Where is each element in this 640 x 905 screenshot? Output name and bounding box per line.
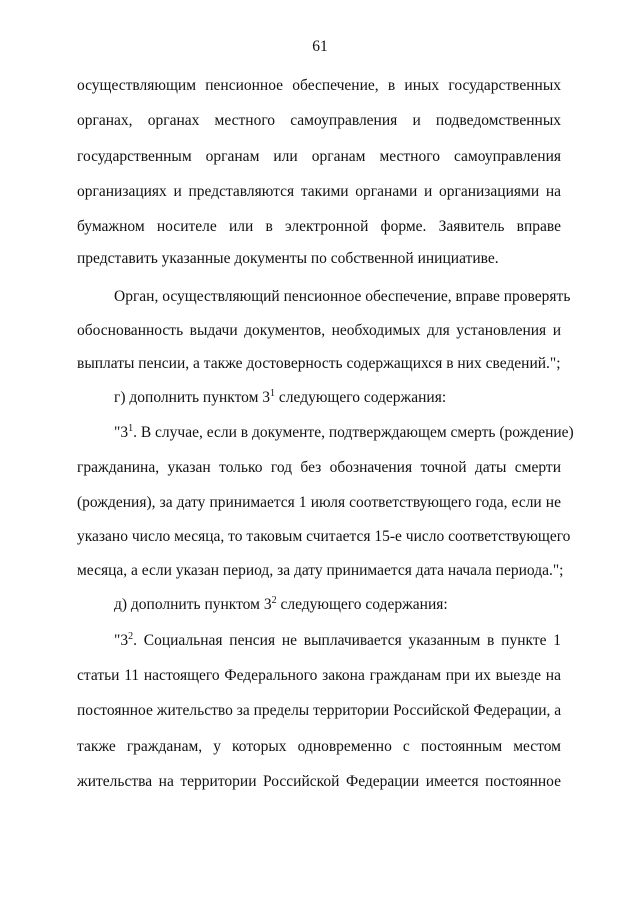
text-line: бумажном носителе или в электронной форме. Заявитель вправе	[77, 218, 561, 235]
text-line: постоянное жительство за пределы территории Российской Федерации, а	[77, 702, 562, 719]
text-line: жительства на территории Российской Федерации имеется постоянное	[77, 773, 561, 790]
text-line-with-superscript	[114, 388, 561, 408]
page-number: 61	[312, 38, 328, 55]
text-line: осуществляющим пенсионное обеспечение, в иных государственных	[77, 77, 561, 94]
text-segment: д) дополнить пунктом 3	[114, 596, 272, 613]
superscript: 1	[270, 388, 276, 399]
text-line: выплаты пенсии, а также достоверность содержащихся в них сведений.";	[77, 355, 561, 372]
text-line-with-superscript	[114, 595, 561, 615]
text-line: гражданина, указан только год без обозначения точной даты смерти	[77, 459, 561, 476]
text-segment: г) дополнить пунктом 3	[114, 389, 271, 406]
text-line: органах, органах местного самоуправления и подведомственных	[77, 112, 561, 129]
text-line: обоснованность выдачи документов, необходимых для установления и	[77, 322, 561, 339]
text-segment: . Социальная пенсия не выплачивается указанным в пункте 1	[133, 632, 561, 649]
text-segment: "3	[114, 632, 129, 649]
text-line: Орган, осуществляющий пенсионное обеспечение, вправе проверять	[114, 288, 571, 305]
text-line: государственным органам или органам местного самоуправления	[77, 148, 561, 165]
text-line: представить указанные документы по собственной инициативе.	[77, 250, 499, 267]
text-line-with-superscript	[114, 423, 574, 443]
text-line: статьи 11 настоящего Федерального закона гражданам при их выезде на	[77, 667, 561, 684]
superscript: 2	[128, 631, 134, 642]
text-line: (рождения), за дату принимается 1 июля соответствующего года, если не	[77, 494, 561, 511]
text-segment: следующего содержания:	[276, 596, 448, 613]
text-segment: . В случае, если в документе, подтверждающем смерть (рождение)	[133, 424, 574, 441]
text-line: указано число месяца, то таковым считается 15-е число соответствующего	[77, 528, 571, 545]
text-segment: "3	[114, 424, 129, 441]
text-line: также гражданам, у которых одновременно с постоянным местом	[77, 738, 561, 755]
text-segment: следующего содержания:	[275, 389, 447, 406]
superscript: 2	[271, 595, 277, 606]
text-line-with-superscript	[114, 631, 561, 651]
superscript: 1	[128, 423, 134, 434]
text-line: месяца, а если указан период, за дату принимается дата начала периода.";	[77, 562, 564, 579]
text-line: организациях и представляются такими органами и организациями на	[77, 183, 561, 200]
